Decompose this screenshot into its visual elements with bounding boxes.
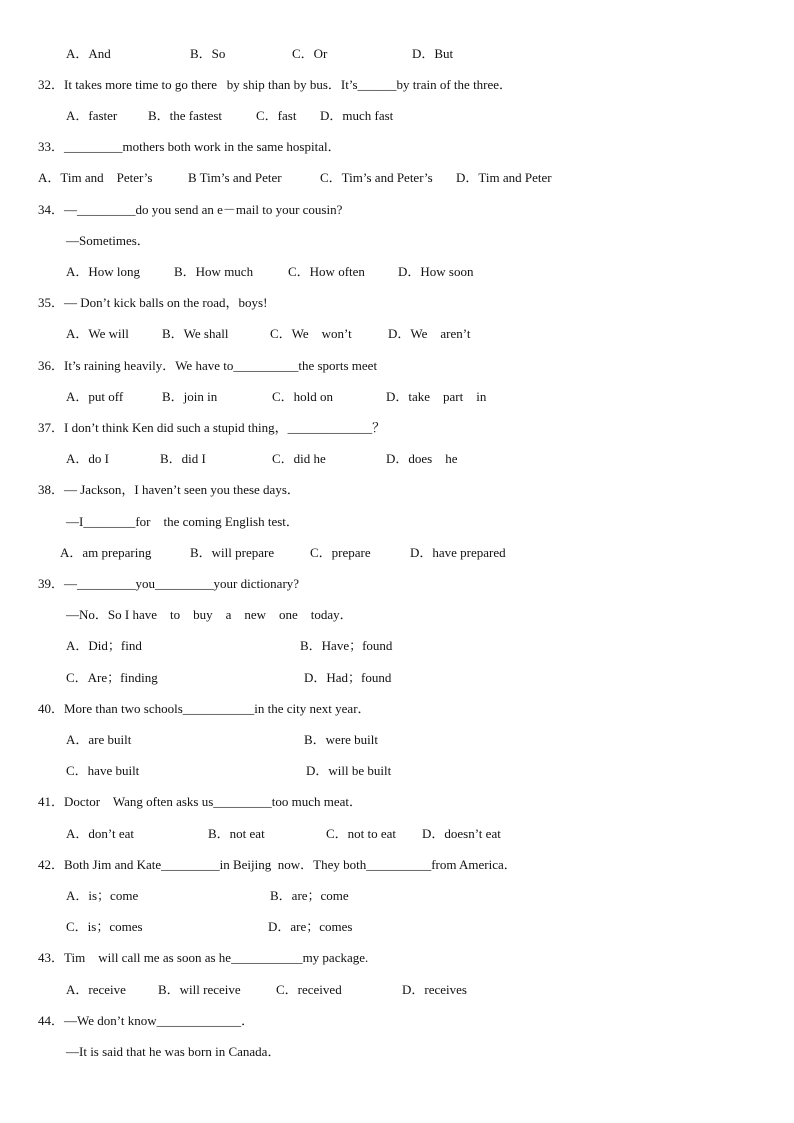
option-d: D．How soon bbox=[398, 264, 474, 279]
option-c: C．did he bbox=[272, 451, 326, 466]
question-stem: 39．—_________you_________your dictionary? bbox=[38, 576, 300, 591]
option-a: A．put off bbox=[66, 389, 124, 404]
option-d: D．receives bbox=[402, 982, 467, 997]
option-b: B．did I bbox=[160, 451, 206, 466]
question-stem: 37．I don’t think Ken did such a stupid thing，_____________？ bbox=[38, 420, 386, 435]
option-d: D．much fast bbox=[320, 108, 394, 123]
option-d: D．Had；found bbox=[304, 670, 392, 685]
option-b: B．were built bbox=[304, 732, 379, 747]
option-a: A．Did；find bbox=[66, 638, 142, 653]
option-d: D．take part in bbox=[386, 389, 487, 404]
option-b: B．the fastest bbox=[148, 108, 223, 123]
option-c: C．received bbox=[276, 982, 342, 997]
question-stem: 38．— Jackson，I haven’t seen you these days． bbox=[38, 482, 300, 497]
dialogue-reply: —Sometimes． bbox=[66, 233, 150, 248]
question-stem: 43．Tim will call me as soon as he___________my package. bbox=[38, 950, 369, 965]
option-c: C．have built bbox=[66, 763, 140, 778]
option-c: C．Are；finding bbox=[66, 670, 158, 685]
option-c: C．How often bbox=[288, 264, 365, 279]
question-stem: 44．—We don’t know_____________． bbox=[38, 1013, 255, 1028]
option-a: A．am preparing bbox=[60, 545, 152, 560]
option-a: A．Tim and Peter’s bbox=[38, 170, 153, 185]
option-d: D．We aren’t bbox=[388, 326, 471, 341]
option-a: A．faster bbox=[66, 108, 118, 123]
option-b: B．So bbox=[190, 46, 226, 61]
option-b: B．Have；found bbox=[300, 638, 393, 653]
option-a: A．We will bbox=[66, 326, 129, 341]
option-d: D．have prepared bbox=[410, 545, 506, 560]
option-d: D．Tim and Peter bbox=[456, 170, 552, 185]
option-c: C．Tim’s and Peter’s bbox=[320, 170, 433, 185]
option-c: C．fast bbox=[256, 108, 297, 123]
option-b: B Tim’s and Peter bbox=[188, 170, 282, 185]
dialogue-reply: —No．So I have to buy a new one today． bbox=[66, 607, 353, 622]
option-c: C．Or bbox=[292, 46, 328, 61]
option-b: B．are；come bbox=[270, 888, 349, 903]
option-c: C．prepare bbox=[310, 545, 371, 560]
option-b: B．will prepare bbox=[190, 545, 275, 560]
option-b: B．We shall bbox=[162, 326, 229, 341]
option-d: D．will be built bbox=[306, 763, 392, 778]
option-b: B．not eat bbox=[208, 826, 265, 841]
option-a: A．And bbox=[66, 46, 111, 61]
question-stem: 40．More than two schools___________in the city next year． bbox=[38, 701, 371, 716]
question-stem: 32．It takes more time to go there by ship than by bus．It’s______by train of the three． bbox=[38, 77, 513, 92]
dialogue-reply: —It is said that he was born in Canada． bbox=[66, 1044, 281, 1059]
option-a: A．How long bbox=[66, 264, 141, 279]
option-a: A．is；come bbox=[66, 888, 139, 903]
option-a: A．don’t eat bbox=[66, 826, 134, 841]
question-stem: 35．— Don’t kick balls on the road，boys! bbox=[38, 295, 268, 310]
option-c: C．is；comes bbox=[66, 919, 143, 934]
question-stem: 33．_________mothers both work in the same hospital． bbox=[38, 139, 341, 154]
option-c: C．not to eat bbox=[326, 826, 397, 841]
option-d: D．does he bbox=[386, 451, 458, 466]
option-b: B．How much bbox=[174, 264, 254, 279]
option-c: C．hold on bbox=[272, 389, 334, 404]
question-stem: 42．Both Jim and Kate_________in Beijing now．They both__________from America． bbox=[38, 857, 517, 872]
option-b: B．join in bbox=[162, 389, 218, 404]
option-d: D．But bbox=[412, 46, 454, 61]
option-a: A．do I bbox=[66, 451, 109, 466]
option-a: A．are built bbox=[66, 732, 132, 747]
option-d: D．are；comes bbox=[268, 919, 353, 934]
option-a: A．receive bbox=[66, 982, 126, 997]
question-stem: 41．Doctor Wang often asks us_________too much meat． bbox=[38, 794, 363, 809]
question-stem: 34．—_________do you send an e－mail to your cousin? bbox=[38, 202, 343, 217]
question-stem: 36．It’s raining heavily．We have to__________the sports meet bbox=[38, 358, 378, 373]
option-d: D．doesn’t eat bbox=[422, 826, 501, 841]
option-c: C．We won’t bbox=[270, 326, 352, 341]
dialogue-reply: —I________for the coming English test． bbox=[66, 514, 299, 529]
option-b: B．will receive bbox=[158, 982, 241, 997]
